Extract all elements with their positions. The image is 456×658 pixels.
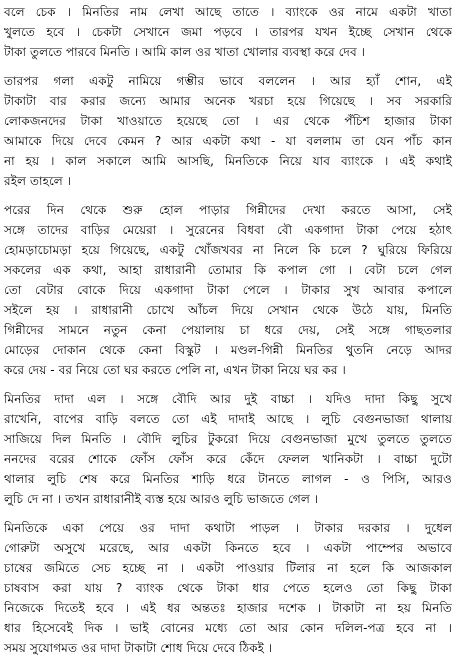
text-line: গোরুটা অসুখে মরেছে, আর একটা কিনতে হবে । একটা পাম্পের অভাবে xyxy=(4,541,452,555)
text-line: পরের দিন থেকে শুরু হোল পাড়ার গিন্নীদের দেখা করতে আসা, সেই xyxy=(4,203,452,217)
text-line: না হয় । কাল সকালে আমি আসছি, মিনতিকে নিয়ে যাব ব্যাংকে । এই কথাই xyxy=(4,154,452,168)
text-line: খুলতে হবে । চেকটা সেখানে জমা পড়বে । তারপর যখন ইচ্ছে সেখান থেকে xyxy=(4,25,452,39)
text-line: টাকা তুলতে পারবে মিনতি । আমি কাল ওর খাতা খোলার ব্যবস্থা করে দেব । xyxy=(4,45,366,59)
text-line: আমাকে দিয়ে দেবে কেমন ? আর একটা কথা - যা বললাম তা যেন পাঁচ কান xyxy=(4,134,452,148)
text-line: ধার হিসেবেই দিক । ভাই বোনের মধ্যে তো আর কোন দলিল-পত্র হবে না । xyxy=(4,621,452,635)
text-line: গিন্নীদের সামনে নতুন কেনা পেয়ালায় চা ধরে দেয়, সেই সঙ্গে গাছতলার xyxy=(4,323,452,337)
text-line: করে দেয় - বর নিয়ে তো ঘর করতে পেলি না, এখন টাকা নিয়ে ঘর কর । xyxy=(4,363,346,377)
text-line: চাষের জমিতে সেচ হচ্ছে না । একটা পাওয়ার টিলার না হলে কি আজকাল xyxy=(4,561,452,575)
text-line: টাকাটা বার করার জন্যে আমার অনেক খরচা হয়ে গিয়েছে । সব সরকারি xyxy=(4,94,452,108)
text-line: সঙ্গে তাদের বাড়ির মেয়েরা । সুরেনের বিধবা বৌ একগাদা টাকা পেয়ে হঠাৎ xyxy=(4,223,452,237)
paragraph xyxy=(4,389,452,509)
text-line: মিনতির দাদা এল । সঙ্গে বৌদি আর দুই বাচ্চা । যদিও দাদা কিছু সুখে xyxy=(4,392,452,406)
text-line: চাষবাস করা যায় ? ব্যাংক থেকে টাকা ধার পেতে হলেও তো কিছু টাকা xyxy=(4,581,452,595)
text-line: মিনতিকে একা পেয়ে ওর দাদা কথাটা পাড়ল । টাকার দরকার । দুধেল xyxy=(4,521,452,535)
text-line: রইল তাহলে । xyxy=(4,174,72,188)
text-line: নিজেকে দিতেই হবে । এই ধর অন্ততঃ হাজার দশেক । টাকাটা না হয় মিনতি xyxy=(4,601,452,615)
text-line: লুচি দে না । তখন রাধারানীই ব্যস্ত হয়ে আরও লুচি ভাজতে গেল । xyxy=(4,492,319,506)
text-line: সময় সুযোগমত ওর দাদা টাকাটা শোধ দিয়ে দেবে ঠিকই । xyxy=(4,641,273,655)
text-line: বলে চেক । মিনতির নাম লেখা আছে তাতে । ব্যাংকে ওর নামে একটা খাতা xyxy=(4,5,452,19)
text-line: সাজিয়ে দিল মিনতি । বৌদি লুচির টুকরো দিয়ে বেগুনভাজা মুখে তুলতে তুলতে xyxy=(4,432,452,446)
text-line: মোড়ের দোকান থেকে কেনা বিস্কুট । মণ্ডল-গিন্নী মিনতির থুতনি নেড়ে আদর xyxy=(4,343,452,357)
text-line: তো বেটার বোকে দিয়ে একগাদা টাকা পেলে । টাকার সুখ আবার কপালে xyxy=(4,283,452,297)
paragraph xyxy=(4,71,452,191)
text-line: সকলের এক কথা, আহা রাধারানী তোমার কি কপাল গো । বেটা চলে গেল xyxy=(4,263,452,277)
text-line: তারপর গলা একটু নামিয়ে গম্ভীর ভাবে বললেন । আর হ্যাঁ শোন, এই xyxy=(4,74,452,88)
text-line: সইলে হয় । রাধারানী চোখে আঁচল দিয়ে সেখান থেকে উঠে যায়, মিনতি xyxy=(4,303,452,317)
paragraph xyxy=(4,200,452,380)
paragraph xyxy=(4,2,452,62)
text-line: থালার লুচি শেষ করে মিনতির শাড়ি ধরে টানতে লাগল - ও পিসি, আরও xyxy=(4,472,452,486)
text-line: ননদের বরের শোকে ফোঁস ফোঁস করে কেঁদে ফেলল খানিকটা । বাচ্চা দুটো xyxy=(4,452,452,466)
text-line: হোমড়াচোমড়া হয়ে গিয়েছে, একটু খোঁজখবর না নিলে কি চলে ? ঘুরিয়ে ফিরিয়ে xyxy=(4,243,452,257)
text-line: রাখেনি, বাপের বাড়ি বলতে তো এই দাদাই আছে । লুচি বেগুনভাজা থালায় xyxy=(4,412,452,426)
paragraph xyxy=(4,518,452,658)
text-line: লোকজনদের টাকা খাওয়াতে হয়েছে তো । এর থেকে পঁচিশ হাজার টাকা xyxy=(4,114,452,128)
